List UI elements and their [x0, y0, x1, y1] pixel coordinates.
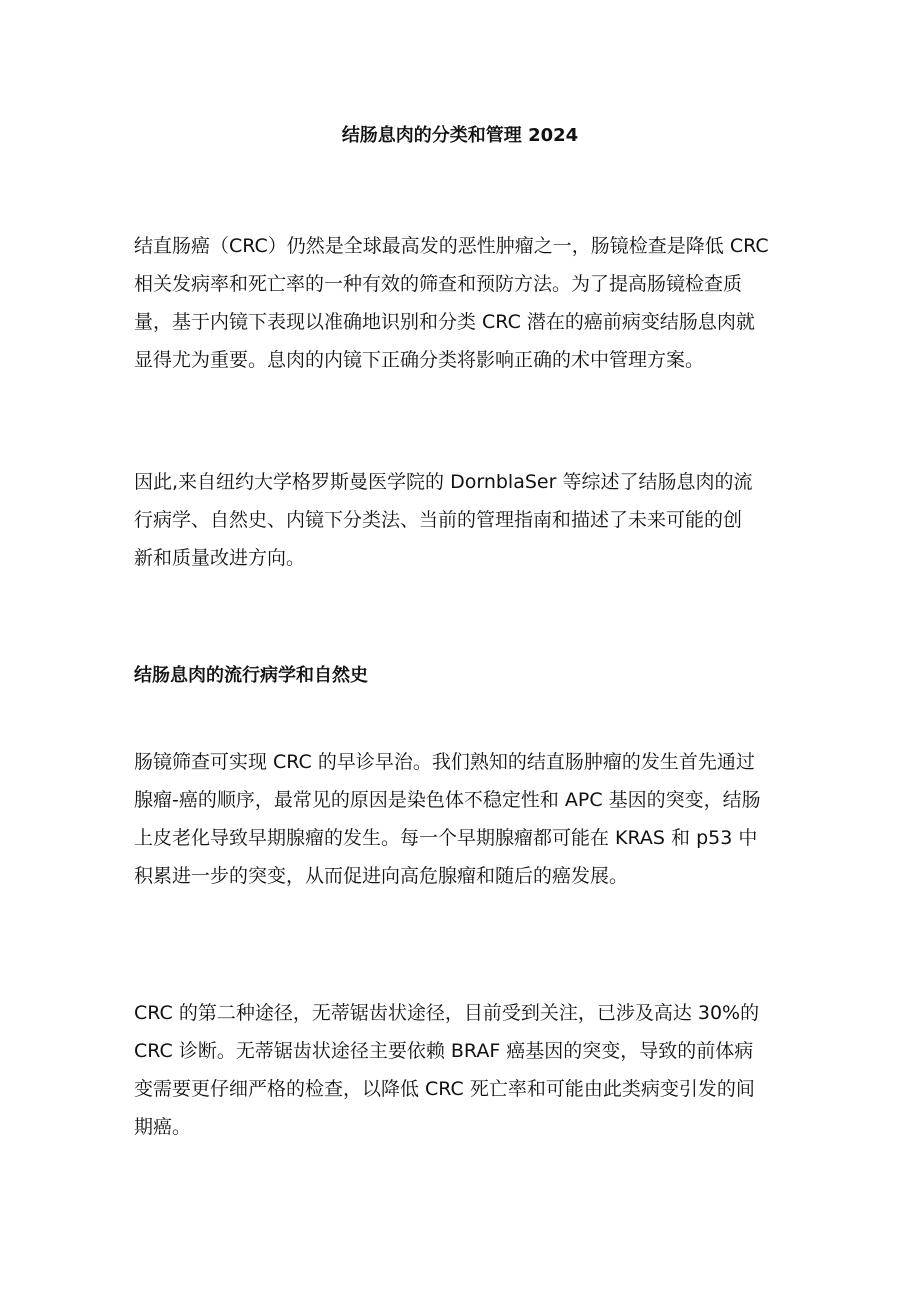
- paragraph-line: 因此,来自纽约大学格罗斯曼医学院的 DornblaSer 等综述了结肠息肉的流: [134, 471, 753, 493]
- paragraph-line: 变需要更仔细严格的检查，以降低 CRC 死亡率和可能由此类病变引发的间: [134, 1078, 755, 1100]
- paragraph-serrated-pathway: [134, 994, 789, 1146]
- paragraph-line: 结直肠癌（CRC）仍然是全球最高发的恶性肿瘤之一，肠镜检查是降低 CRC: [134, 235, 769, 257]
- section-heading-epidemiology: 结肠息肉的流行病学和自然史: [134, 665, 368, 686]
- paragraph-line: 肠镜筛查可实现 CRC 的早诊早治。我们熟知的结直肠肿瘤的发生首先通过: [134, 751, 755, 773]
- paragraph-line: CRC 诊断。无蒂锯齿状途径主要依赖 BRAF 癌基因的突变，导致的前体病: [134, 1040, 754, 1062]
- paragraph-overview: [134, 463, 789, 577]
- document-title: 结肠息肉的分类和管理 2024: [341, 125, 579, 146]
- paragraph-line: 积累进一步的突变，从而促进向高危腺瘤和随后的癌发展。: [134, 865, 629, 887]
- paragraph-intro: [134, 227, 789, 379]
- paragraph-line: 新和质量改进方向。: [134, 547, 306, 569]
- paragraph-line: 相关发病率和死亡率的一种有效的筛查和预防方法。为了提高肠镜检查质: [134, 273, 743, 295]
- paragraph-line: 上皮老化导致早期腺瘤的发生。每一个早期腺瘤都可能在 KRAS 和 p53 中: [134, 827, 758, 849]
- paragraph-line: 期癌。: [134, 1116, 192, 1138]
- paragraph-line: CRC 的第二种途径，无蒂锯齿状途径，目前受到关注，已涉及高达 30%的: [134, 1002, 760, 1024]
- paragraph-line: 腺瘤-癌的顺序，最常见的原因是染色体不稳定性和 APC 基因的突变，结肠: [134, 789, 761, 811]
- paragraph-line: 量，基于内镜下表现以准确地识别和分类 CRC 潜在的癌前病变结肠息肉就: [134, 311, 755, 333]
- paragraph-adenoma-pathway: [134, 743, 789, 895]
- paragraph-line: 显得尤为重要。息肉的内镜下正确分类将影响正确的术中管理方案。: [134, 349, 705, 371]
- paragraph-line: 行病学、自然史、内镜下分类法、当前的管理指南和描述了未来可能的创: [134, 509, 743, 531]
